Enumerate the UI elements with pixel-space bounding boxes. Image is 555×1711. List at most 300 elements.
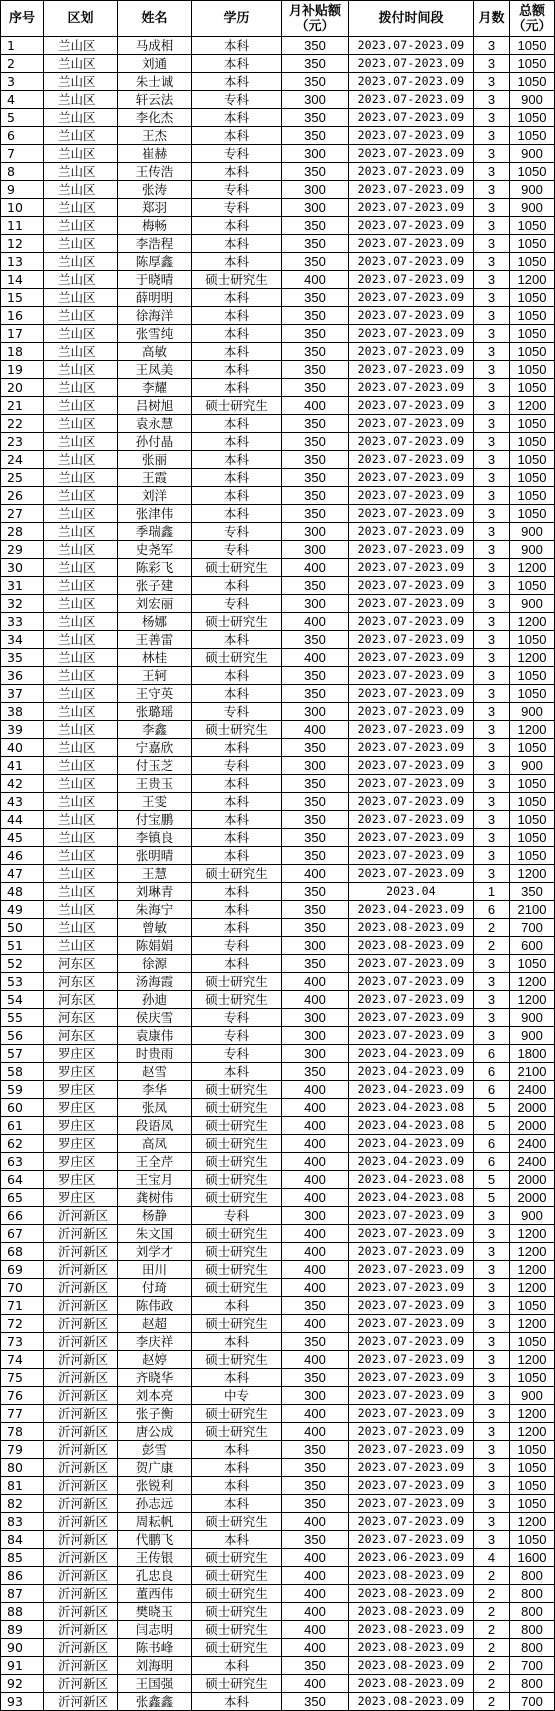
cell-total: 900: [510, 1387, 555, 1405]
cell-months: 5: [474, 1189, 510, 1207]
cell-period: 2023.06-2023.09: [349, 1549, 474, 1567]
cell-no: 85: [1, 1549, 44, 1567]
cell-total: 900: [510, 145, 555, 163]
cell-months: 2: [474, 1621, 510, 1639]
cell-no: 49: [1, 901, 44, 919]
cell-education: 硕士研究生: [192, 1639, 282, 1657]
cell-name: 袁康伟: [118, 1027, 192, 1045]
cell-no: 58: [1, 1063, 44, 1081]
table-row: [1, 1189, 555, 1207]
cell-monthly-subsidy: 400: [282, 559, 349, 577]
cell-total: 700: [510, 1693, 555, 1711]
cell-education: 本科: [192, 55, 282, 73]
cell-no: 67: [1, 1225, 44, 1243]
cell-months: 3: [474, 685, 510, 703]
cell-no: 93: [1, 1693, 44, 1711]
cell-period: 2023.04-2023.08: [349, 1117, 474, 1135]
cell-monthly-subsidy: 350: [282, 829, 349, 847]
cell-education: 本科: [192, 451, 282, 469]
cell-total: 1050: [510, 415, 555, 433]
cell-name: 郑羽: [118, 199, 192, 217]
cell-no: 73: [1, 1333, 44, 1351]
cell-monthly-subsidy: 350: [282, 883, 349, 901]
cell-period: 2023.07-2023.09: [349, 505, 474, 523]
cell-region: 沂河新区: [44, 1621, 118, 1639]
cell-months: 3: [474, 1261, 510, 1279]
cell-period: 2023.07-2023.09: [349, 577, 474, 595]
cell-monthly-subsidy: 350: [282, 1297, 349, 1315]
cell-period: 2023.07-2023.09: [349, 127, 474, 145]
cell-period: 2023.07-2023.09: [349, 91, 474, 109]
cell-monthly-subsidy: 400: [282, 1189, 349, 1207]
cell-total: 2400: [510, 1135, 555, 1153]
cell-period: 2023.07-2023.09: [349, 541, 474, 559]
table-row: [1, 631, 555, 649]
cell-monthly-subsidy: 300: [282, 703, 349, 721]
cell-no: 18: [1, 343, 44, 361]
cell-period: 2023.07-2023.09: [349, 451, 474, 469]
cell-education: 硕士研究生: [192, 649, 282, 667]
cell-education: 本科: [192, 379, 282, 397]
cell-period: 2023.07-2023.09: [349, 649, 474, 667]
cell-months: 3: [474, 127, 510, 145]
table-row: [1, 1387, 555, 1405]
cell-months: 3: [474, 289, 510, 307]
cell-months: 5: [474, 1099, 510, 1117]
header-total: 总额 （元）: [510, 1, 555, 37]
cell-period: 2023.07-2023.09: [349, 1225, 474, 1243]
cell-name: 龚树伟: [118, 1189, 192, 1207]
cell-no: 78: [1, 1423, 44, 1441]
table-row: [1, 1441, 555, 1459]
cell-name: 王守英: [118, 685, 192, 703]
table-row: [1, 1207, 555, 1225]
cell-monthly-subsidy: 300: [282, 595, 349, 613]
cell-monthly-subsidy: 400: [282, 271, 349, 289]
table-row: [1, 1459, 555, 1477]
cell-education: 硕士研究生: [192, 1189, 282, 1207]
cell-monthly-subsidy: 350: [282, 451, 349, 469]
table-row: [1, 595, 555, 613]
cell-period: 2023.07-2023.09: [349, 181, 474, 199]
table-row: [1, 1657, 555, 1675]
cell-total: 2100: [510, 901, 555, 919]
cell-region: 兰山区: [44, 181, 118, 199]
cell-name: 刘本亮: [118, 1387, 192, 1405]
cell-monthly-subsidy: 350: [282, 847, 349, 865]
cell-region: 兰山区: [44, 415, 118, 433]
cell-education: 本科: [192, 667, 282, 685]
header-monthly-subsidy: 月补贴额 （元）: [282, 1, 349, 37]
cell-total: 600: [510, 937, 555, 955]
cell-name: 张明晴: [118, 847, 192, 865]
cell-months: 3: [474, 91, 510, 109]
table-row: [1, 811, 555, 829]
cell-region: 兰山区: [44, 613, 118, 631]
cell-education: 硕士研究生: [192, 1261, 282, 1279]
cell-monthly-subsidy: 350: [282, 1693, 349, 1711]
cell-total: 1050: [510, 469, 555, 487]
cell-period: 2023.07-2023.09: [349, 1441, 474, 1459]
cell-months: 3: [474, 973, 510, 991]
cell-name: 李耀: [118, 379, 192, 397]
cell-months: 3: [474, 361, 510, 379]
cell-period: 2023.07-2023.09: [349, 325, 474, 343]
cell-education: 硕士研究生: [192, 1243, 282, 1261]
table-row: [1, 361, 555, 379]
cell-region: 兰山区: [44, 289, 118, 307]
cell-months: 3: [474, 865, 510, 883]
cell-monthly-subsidy: 350: [282, 1063, 349, 1081]
cell-no: 24: [1, 451, 44, 469]
cell-period: 2023.07-2023.09: [349, 739, 474, 757]
table-row: [1, 451, 555, 469]
table-row: [1, 1351, 555, 1369]
cell-no: 72: [1, 1315, 44, 1333]
cell-monthly-subsidy: 350: [282, 1477, 349, 1495]
cell-total: 1050: [510, 1333, 555, 1351]
cell-region: 沂河新区: [44, 1405, 118, 1423]
cell-total: 1050: [510, 289, 555, 307]
cell-no: 40: [1, 739, 44, 757]
table-row: [1, 289, 555, 307]
cell-education: 本科: [192, 289, 282, 307]
cell-monthly-subsidy: 350: [282, 1369, 349, 1387]
cell-monthly-subsidy: 400: [282, 865, 349, 883]
cell-education: 硕士研究生: [192, 1225, 282, 1243]
cell-education: 本科: [192, 847, 282, 865]
table-row: [1, 505, 555, 523]
cell-no: 51: [1, 937, 44, 955]
cell-no: 20: [1, 379, 44, 397]
cell-monthly-subsidy: 350: [282, 1459, 349, 1477]
header-no: 序号: [1, 1, 44, 37]
cell-period: 2023.07-2023.09: [349, 307, 474, 325]
cell-name: 陈书峰: [118, 1639, 192, 1657]
cell-period: 2023.07-2023.09: [349, 73, 474, 91]
cell-total: 1050: [510, 73, 555, 91]
cell-monthly-subsidy: 400: [282, 1135, 349, 1153]
cell-total: 1050: [510, 235, 555, 253]
cell-region: 沂河新区: [44, 1315, 118, 1333]
cell-name: 王国强: [118, 1675, 192, 1693]
table-row: [1, 1567, 555, 1585]
table-row: [1, 199, 555, 217]
cell-monthly-subsidy: 350: [282, 379, 349, 397]
cell-name: 王轲: [118, 667, 192, 685]
table-row: [1, 487, 555, 505]
cell-months: 3: [474, 1009, 510, 1027]
cell-education: 本科: [192, 811, 282, 829]
cell-period: 2023.07-2023.09: [349, 271, 474, 289]
cell-months: 3: [474, 1477, 510, 1495]
cell-months: 3: [474, 811, 510, 829]
cell-region: 罗庄区: [44, 1189, 118, 1207]
cell-education: 硕士研究生: [192, 1315, 282, 1333]
cell-no: 12: [1, 235, 44, 253]
cell-monthly-subsidy: 400: [282, 1423, 349, 1441]
cell-no: 16: [1, 307, 44, 325]
table-row: [1, 1621, 555, 1639]
cell-total: 900: [510, 703, 555, 721]
table-row: [1, 1603, 555, 1621]
cell-period: 2023.04-2023.09: [349, 1135, 474, 1153]
cell-education: 本科: [192, 1063, 282, 1081]
cell-name: 王霞: [118, 469, 192, 487]
cell-months: 3: [474, 199, 510, 217]
table-row: [1, 1027, 555, 1045]
cell-region: 沂河新区: [44, 1531, 118, 1549]
cell-region: 沂河新区: [44, 1657, 118, 1675]
cell-monthly-subsidy: 400: [282, 1639, 349, 1657]
cell-monthly-subsidy: 300: [282, 1387, 349, 1405]
cell-monthly-subsidy: 350: [282, 235, 349, 253]
cell-name: 张锐利: [118, 1477, 192, 1495]
table-row: [1, 865, 555, 883]
cell-months: 3: [474, 163, 510, 181]
cell-education: 本科: [192, 217, 282, 235]
table-row: [1, 37, 555, 55]
cell-monthly-subsidy: 350: [282, 1495, 349, 1513]
cell-months: 3: [474, 271, 510, 289]
cell-name: 杨静: [118, 1207, 192, 1225]
table-row: [1, 1639, 555, 1657]
cell-no: 46: [1, 847, 44, 865]
cell-region: 兰山区: [44, 217, 118, 235]
cell-total: 1050: [510, 253, 555, 271]
cell-region: 沂河新区: [44, 1243, 118, 1261]
cell-period: 2023.04-2023.09: [349, 1063, 474, 1081]
cell-education: 本科: [192, 1333, 282, 1351]
cell-education: 本科: [192, 829, 282, 847]
cell-education: 本科: [192, 1477, 282, 1495]
cell-no: 28: [1, 523, 44, 541]
cell-months: 3: [474, 721, 510, 739]
cell-monthly-subsidy: 350: [282, 577, 349, 595]
cell-total: 900: [510, 757, 555, 775]
cell-months: 3: [474, 1297, 510, 1315]
table-row: [1, 325, 555, 343]
cell-period: 2023.07-2023.09: [349, 991, 474, 1009]
table-body: [1, 37, 555, 1711]
cell-name: 代鹏飞: [118, 1531, 192, 1549]
cell-education: 硕士研究生: [192, 1279, 282, 1297]
table-row: [1, 1099, 555, 1117]
cell-monthly-subsidy: 300: [282, 523, 349, 541]
cell-total: 1200: [510, 559, 555, 577]
cell-total: 1050: [510, 109, 555, 127]
table-row: [1, 1135, 555, 1153]
cell-period: 2023.07-2023.09: [349, 415, 474, 433]
cell-months: 2: [474, 1585, 510, 1603]
cell-total: 1050: [510, 307, 555, 325]
cell-period: 2023.07-2023.09: [349, 1531, 474, 1549]
cell-total: 800: [510, 1639, 555, 1657]
cell-education: 硕士研究生: [192, 1423, 282, 1441]
cell-no: 90: [1, 1639, 44, 1657]
cell-monthly-subsidy: 350: [282, 73, 349, 91]
cell-name: 梅畅: [118, 217, 192, 235]
cell-period: 2023.04-2023.08: [349, 1099, 474, 1117]
cell-name: 李浩程: [118, 235, 192, 253]
cell-period: 2023.07-2023.09: [349, 235, 474, 253]
cell-no: 76: [1, 1387, 44, 1405]
table-row: [1, 1585, 555, 1603]
cell-no: 50: [1, 919, 44, 937]
cell-months: 3: [474, 1495, 510, 1513]
cell-no: 30: [1, 559, 44, 577]
cell-period: 2023.07-2023.09: [349, 1261, 474, 1279]
cell-total: 1050: [510, 739, 555, 757]
cell-no: 41: [1, 757, 44, 775]
cell-monthly-subsidy: 400: [282, 1513, 349, 1531]
cell-name: 李鑫: [118, 721, 192, 739]
cell-education: 本科: [192, 487, 282, 505]
table-row: [1, 1261, 555, 1279]
cell-months: 3: [474, 1423, 510, 1441]
cell-monthly-subsidy: 400: [282, 1243, 349, 1261]
cell-name: 刘宏丽: [118, 595, 192, 613]
cell-total: 1050: [510, 631, 555, 649]
cell-period: 2023.07-2023.09: [349, 829, 474, 847]
cell-period: 2023.04-2023.09: [349, 1081, 474, 1099]
cell-education: 本科: [192, 685, 282, 703]
cell-no: 17: [1, 325, 44, 343]
cell-region: 兰山区: [44, 649, 118, 667]
cell-monthly-subsidy: 350: [282, 433, 349, 451]
cell-education: 本科: [192, 1693, 282, 1711]
cell-name: 贺广康: [118, 1459, 192, 1477]
cell-name: 袁永慧: [118, 415, 192, 433]
cell-no: 92: [1, 1675, 44, 1693]
cell-region: 兰山区: [44, 739, 118, 757]
cell-no: 59: [1, 1081, 44, 1099]
cell-months: 3: [474, 1333, 510, 1351]
table-row: [1, 1225, 555, 1243]
cell-period: 2023.07-2023.09: [349, 865, 474, 883]
cell-education: 专科: [192, 1027, 282, 1045]
cell-total: 900: [510, 523, 555, 541]
cell-region: 兰山区: [44, 55, 118, 73]
table-row: [1, 775, 555, 793]
cell-region: 兰山区: [44, 559, 118, 577]
cell-total: 2400: [510, 1153, 555, 1171]
cell-total: 900: [510, 595, 555, 613]
cell-name: 王杰: [118, 127, 192, 145]
table-row: [1, 397, 555, 415]
cell-name: 轩云法: [118, 91, 192, 109]
cell-period: 2023.07-2023.09: [349, 685, 474, 703]
cell-monthly-subsidy: 400: [282, 973, 349, 991]
cell-period: 2023.07-2023.09: [349, 613, 474, 631]
table-row: [1, 1045, 555, 1063]
cell-region: 沂河新区: [44, 1459, 118, 1477]
cell-region: 兰山区: [44, 721, 118, 739]
cell-period: 2023.07-2023.09: [349, 1387, 474, 1405]
table-row: [1, 163, 555, 181]
cell-education: 本科: [192, 253, 282, 271]
cell-region: 兰山区: [44, 397, 118, 415]
cell-region: 罗庄区: [44, 1117, 118, 1135]
cell-total: 1050: [510, 1369, 555, 1387]
cell-total: 1050: [510, 667, 555, 685]
cell-name: 高凤: [118, 1135, 192, 1153]
cell-period: 2023.08-2023.09: [349, 1603, 474, 1621]
header-row: [1, 1, 555, 37]
cell-no: 43: [1, 793, 44, 811]
cell-no: 87: [1, 1585, 44, 1603]
cell-name: 田川: [118, 1261, 192, 1279]
cell-education: 硕士研究生: [192, 721, 282, 739]
cell-months: 3: [474, 397, 510, 415]
cell-no: 32: [1, 595, 44, 613]
cell-total: 1200: [510, 1405, 555, 1423]
cell-months: 3: [474, 847, 510, 865]
cell-monthly-subsidy: 350: [282, 415, 349, 433]
cell-education: 硕士研究生: [192, 991, 282, 1009]
table-row: [1, 883, 555, 901]
cell-months: 3: [474, 595, 510, 613]
cell-period: 2023.08-2023.09: [349, 1657, 474, 1675]
cell-name: 赵超: [118, 1315, 192, 1333]
cell-no: 3: [1, 73, 44, 91]
cell-region: 沂河新区: [44, 1585, 118, 1603]
cell-no: 68: [1, 1243, 44, 1261]
cell-region: 沂河新区: [44, 1549, 118, 1567]
cell-region: 兰山区: [44, 793, 118, 811]
cell-no: 29: [1, 541, 44, 559]
cell-no: 44: [1, 811, 44, 829]
cell-name: 李庆祥: [118, 1333, 192, 1351]
cell-period: 2023.07-2023.09: [349, 1459, 474, 1477]
cell-months: 3: [474, 1279, 510, 1297]
cell-no: 88: [1, 1603, 44, 1621]
cell-region: 兰山区: [44, 883, 118, 901]
table-row: [1, 937, 555, 955]
cell-months: 3: [474, 703, 510, 721]
table-row: [1, 1513, 555, 1531]
header-period: 拨付时间段: [349, 1, 474, 37]
table-row: [1, 343, 555, 361]
cell-name: 王贵玉: [118, 775, 192, 793]
cell-period: 2023.07-2023.09: [349, 703, 474, 721]
cell-region: 罗庄区: [44, 1081, 118, 1099]
cell-period: 2023.07-2023.09: [349, 973, 474, 991]
cell-months: 3: [474, 307, 510, 325]
cell-region: 兰山区: [44, 253, 118, 271]
cell-months: 3: [474, 1243, 510, 1261]
cell-region: 沂河新区: [44, 1423, 118, 1441]
cell-region: 兰山区: [44, 847, 118, 865]
table-row: [1, 1531, 555, 1549]
cell-period: 2023.07-2023.09: [349, 217, 474, 235]
table-row: [1, 667, 555, 685]
cell-monthly-subsidy: 350: [282, 163, 349, 181]
cell-monthly-subsidy: 400: [282, 1279, 349, 1297]
cell-months: 3: [474, 739, 510, 757]
cell-name: 朱文国: [118, 1225, 192, 1243]
cell-education: 本科: [192, 109, 282, 127]
cell-months: 3: [474, 1405, 510, 1423]
cell-total: 1050: [510, 163, 555, 181]
cell-region: 沂河新区: [44, 1333, 118, 1351]
cell-months: 3: [474, 379, 510, 397]
cell-monthly-subsidy: 350: [282, 631, 349, 649]
cell-region: 河东区: [44, 1027, 118, 1045]
cell-name: 段语凤: [118, 1117, 192, 1135]
cell-total: 1050: [510, 217, 555, 235]
cell-months: 3: [474, 523, 510, 541]
